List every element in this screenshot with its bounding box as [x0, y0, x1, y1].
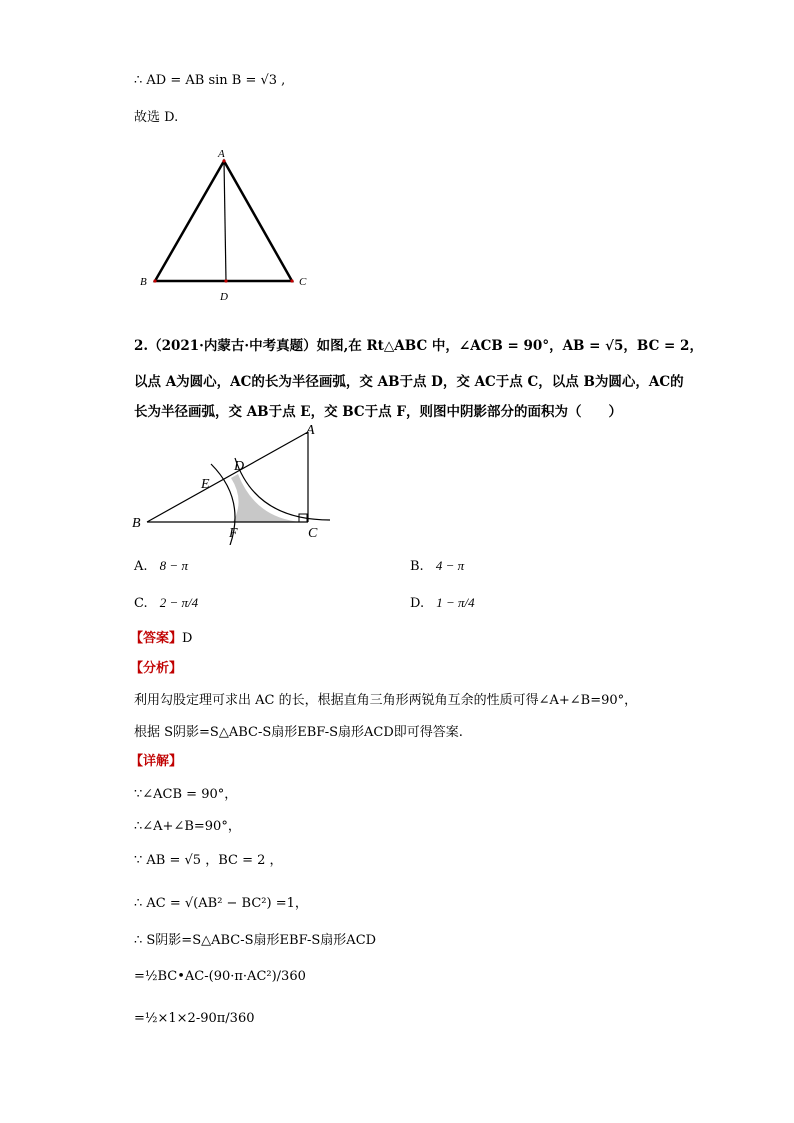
- fig1-label-d: D: [220, 291, 228, 303]
- option-c[interactable]: [134, 594, 198, 613]
- fig2-label-c: C: [308, 526, 318, 541]
- fig1-label-a: A: [218, 148, 225, 160]
- question-2-line-2: 以点 A为圆心，AC的长为半径画弧，交 AB于点 D，交 AC于点 C，以点 B为圆心，AC的: [134, 374, 684, 390]
- solution-line-ad: ∴ AD = AB sin B = √3 ,: [134, 73, 286, 88]
- fig2-label-b: B: [132, 516, 141, 531]
- question-2-line-1: 2.（2021·内蒙古·中考真题）如图,在 Rt△ABC 中，∠ACB = 90°，AB = √5，BC = 2，: [134, 338, 703, 354]
- fig2-label-f: F: [229, 526, 238, 541]
- detail-line-7: =½×1×2-90π/360: [134, 1011, 255, 1026]
- detail-line-1: ∵∠ACB = 90°，: [134, 787, 238, 802]
- fig1-label-c: C: [299, 276, 307, 288]
- answer-tag: 【答案】: [130, 631, 183, 646]
- detail-line-3: ∵ AB = √5 ，BC = 2 ，: [134, 853, 283, 868]
- option-b-label: B.: [410, 559, 424, 574]
- detail-line-2: ∴∠A+∠B=90°，: [134, 819, 241, 834]
- fig2-label-d: D: [234, 459, 245, 474]
- arc-shaded-figure: [125, 420, 345, 545]
- fig2-label-a: A: [306, 423, 315, 438]
- detail-line-6: =½BC•AC-(90·π·AC²)/360: [134, 969, 306, 984]
- detail-line-4: ∴ AC = √(AB² − BC²) =1，: [134, 896, 308, 911]
- analysis-tag: 【分析】: [130, 661, 183, 676]
- option-a-value: 8 − π: [159, 558, 188, 573]
- question-2-line-3: 长为半径画弧，交 AB于点 E，交 BC于点 F，则图中阴影部分的面积为（ ）: [134, 404, 622, 420]
- detail-line-5: ∴ S阴影=S△ABC-S扇形EBF-S扇形ACD: [134, 933, 377, 948]
- option-a-label: A.: [134, 559, 148, 574]
- option-c-value: 2 − π/4: [159, 595, 199, 610]
- option-b[interactable]: [410, 557, 464, 576]
- answer-line: [130, 630, 192, 648]
- detail-tag: 【详解】: [130, 754, 183, 769]
- option-d-label: D.: [410, 596, 425, 611]
- solution-choice: 故选 D.: [134, 110, 179, 125]
- answer-value: D: [182, 631, 193, 646]
- option-c-label: C.: [134, 596, 148, 611]
- triangle-figure-1: [130, 140, 330, 305]
- option-d[interactable]: [410, 594, 475, 613]
- analysis-line-2: 根据 S阴影=S△ABC-S扇形EBF-S扇形ACD即可得答案.: [134, 725, 463, 740]
- option-d-value: 1 − π/4: [436, 595, 475, 610]
- fig1-label-b: B: [140, 276, 147, 288]
- option-b-value: 4 − π: [435, 558, 465, 573]
- analysis-line-1: 利用勾股定理可求出 AC 的长，根据直角三角形两锐角互余的性质可得∠A+∠B=90°，: [134, 693, 638, 708]
- option-a[interactable]: [134, 557, 188, 576]
- fig2-label-e: E: [201, 477, 210, 492]
